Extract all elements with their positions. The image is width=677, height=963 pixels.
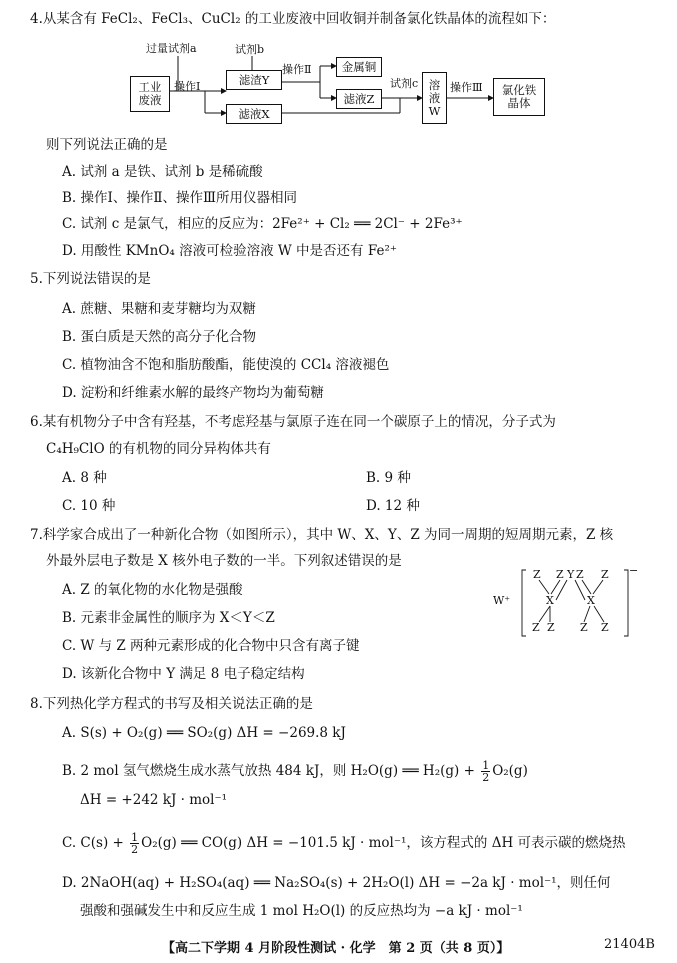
structure-bonds	[490, 566, 640, 642]
q4-option-b: B. 操作Ⅰ、操作Ⅱ、操作Ⅲ所用仪器相同	[62, 190, 298, 206]
op3-label: 操作Ⅲ	[450, 81, 483, 94]
q8-option-b-tail: O₂(g)	[492, 763, 528, 779]
x-atom: X	[546, 594, 554, 607]
q4-prompt: 则下列说法正确的是	[46, 137, 168, 153]
q7-option-a: A. Z 的氧化物的水化物是强酸	[62, 582, 243, 598]
metal-cu-box	[336, 57, 382, 77]
z-atom: Z	[556, 568, 564, 581]
reagent-a-label: 过量试剂a	[146, 42, 197, 55]
q8-option-c-post: O₂(g) ══ CO(g) ΔH = −101.5 kJ · mol⁻¹，该方程式的 ΔH 可表示碳的燃烧热	[141, 835, 626, 851]
z-atom: Z	[601, 568, 609, 581]
product-box	[493, 78, 545, 116]
flow-diagram	[0, 0, 677, 140]
y-atom: Y	[567, 568, 575, 581]
q8-option-b-text: B. 2 mol 氢气燃烧生成水蒸气放热 484 kJ，则 H₂O(g) ══ H₂(g) +	[62, 763, 480, 779]
q8-option-b-line1	[62, 760, 528, 783]
q8-option-d-line2: 强酸和强碱发生中和反应生成 1 mol H₂O(l) 的反应热均为 −a kJ · mol⁻¹	[80, 903, 523, 919]
q8-option-b-line2: ΔH = +242 kJ · mol⁻¹	[80, 792, 228, 808]
filtrate-x-box	[226, 104, 282, 124]
waste-liquid-label: 工业废液	[138, 80, 162, 107]
q8-option-c	[62, 832, 626, 855]
z-atom: Z	[580, 621, 588, 634]
charge-sign: −	[629, 564, 639, 577]
z-atom: Z	[547, 621, 555, 634]
q7-option-b: B. 元素非金属性的顺序为 X＜Y＜Z	[62, 610, 275, 626]
q8-stem: 8.下列热化学方程式的书写及相关说法正确的是	[30, 696, 313, 712]
q7-stem-line1: 7.科学家合成出了一种新化合物（如图所示），其中 W、X、Y、Z 为同一周期的短周期元素，Z 核	[30, 527, 614, 543]
filtrate-z-label: 滤液Z	[343, 91, 375, 106]
q5-option-b: B. 蛋白质是天然的高分子化合物	[62, 329, 257, 345]
q8-option-d-line1: D. 2NaOH(aq) + H₂SO₄(aq) ══ Na₂SO₄(s) + 2H₂O(l) ΔH = −2a kJ · mol⁻¹，则任何	[62, 875, 611, 891]
q4-stem: 4.从某含有 FeCl₂、FeCl₃、CuCl₂ 的工业废液中回收铜并制备氯化铁晶体的流程如下：	[30, 11, 556, 27]
q8-option-a: A. S(s) + O₂(g) ══ SO₂(g) ΔH = −269.8 kJ	[62, 725, 346, 741]
q4-option-d: D. 用酸性 KMnO₄ 溶液可检验溶液 W 中是否还有 Fe²⁺	[62, 243, 397, 259]
x-atom: X	[587, 594, 595, 607]
q7-option-c: C. W 与 Z 两种元素形成的化合物中只含有离子键	[62, 638, 360, 654]
q6-option-c: C. 10 种	[62, 498, 116, 514]
filtrate-x-label: 滤液X	[238, 106, 270, 121]
fraction-half	[481, 760, 490, 783]
q4-option-c: C. 试剂 c 是氯气，相应的反应为：2Fe²⁺ + Cl₂ ══ 2Cl⁻ + 2Fe³⁺	[62, 216, 463, 232]
reagent-b-label: 试剂b	[235, 43, 265, 56]
op1-label: 操作Ⅰ	[174, 80, 201, 93]
q5-stem: 5.下列说法错误的是	[30, 271, 151, 287]
residue-y-box	[226, 70, 282, 90]
q8-option-c-pre: C. C(s) +	[62, 835, 129, 851]
q6-option-d: D. 12 种	[366, 498, 420, 514]
q6-stem-line2: C₄H₉ClO 的有机物的同分异构体共有	[46, 441, 271, 457]
w-cation: W⁺	[493, 594, 511, 607]
reagent-c-label: 试剂c	[390, 77, 419, 90]
q5-option-d: D. 淀粉和纤维素水解的最终产物均为葡萄糖	[62, 385, 324, 401]
q5-option-c: C. 植物油含不饱和脂肪酸酯，能使溴的 CCl₄ 溶液褪色	[62, 357, 390, 373]
q5-option-a: A. 蔗糖、果糖和麦芽糖均为双糖	[62, 301, 256, 317]
fraction-half	[130, 832, 139, 855]
fraction-numerator: 1	[131, 831, 139, 844]
z-atom: Z	[533, 568, 541, 581]
page-footer-code: 21404B	[604, 937, 655, 952]
z-atom: Z	[532, 621, 540, 634]
q6-option-b: B. 9 种	[366, 470, 411, 486]
metal-cu-label: 金属铜	[341, 59, 377, 74]
q6-option-a: A. 8 种	[62, 470, 107, 486]
fraction-denominator: 2	[131, 843, 139, 856]
fraction-numerator: 1	[482, 759, 490, 772]
z-atom: Z	[576, 568, 584, 581]
q6-stem-line1: 6.某有机物分子中含有羟基，不考虑羟基与氯原子连在同一个碳原子上的情况，分子式为	[30, 414, 556, 430]
q7-stem-line2: 外最外层电子数是 X 核外电子数的一半。下列叙述错误的是	[46, 553, 402, 569]
product-label: 氯化铁晶体	[501, 83, 537, 110]
waste-liquid-box	[130, 76, 170, 112]
op2-label: 操作Ⅱ	[282, 63, 312, 76]
residue-y-label: 滤渣Y	[238, 72, 270, 87]
q4-option-a: A. 试剂 a 是铁、试剂 b 是稀硫酸	[62, 164, 263, 180]
q7-structure-figure	[490, 566, 640, 642]
page-footer-title: 【高二下学期 4 月阶段性测试 · 化学 第 2 页（共 8 页）】	[162, 941, 510, 956]
solution-w-label: 溶液W	[428, 77, 441, 118]
q7-option-d: D. 该新化合物中 Y 满足 8 电子稳定结构	[62, 666, 305, 682]
fraction-denominator: 2	[482, 771, 490, 784]
filtrate-z-box	[336, 89, 382, 109]
z-atom: Z	[601, 621, 609, 634]
solution-w-box	[422, 72, 447, 124]
